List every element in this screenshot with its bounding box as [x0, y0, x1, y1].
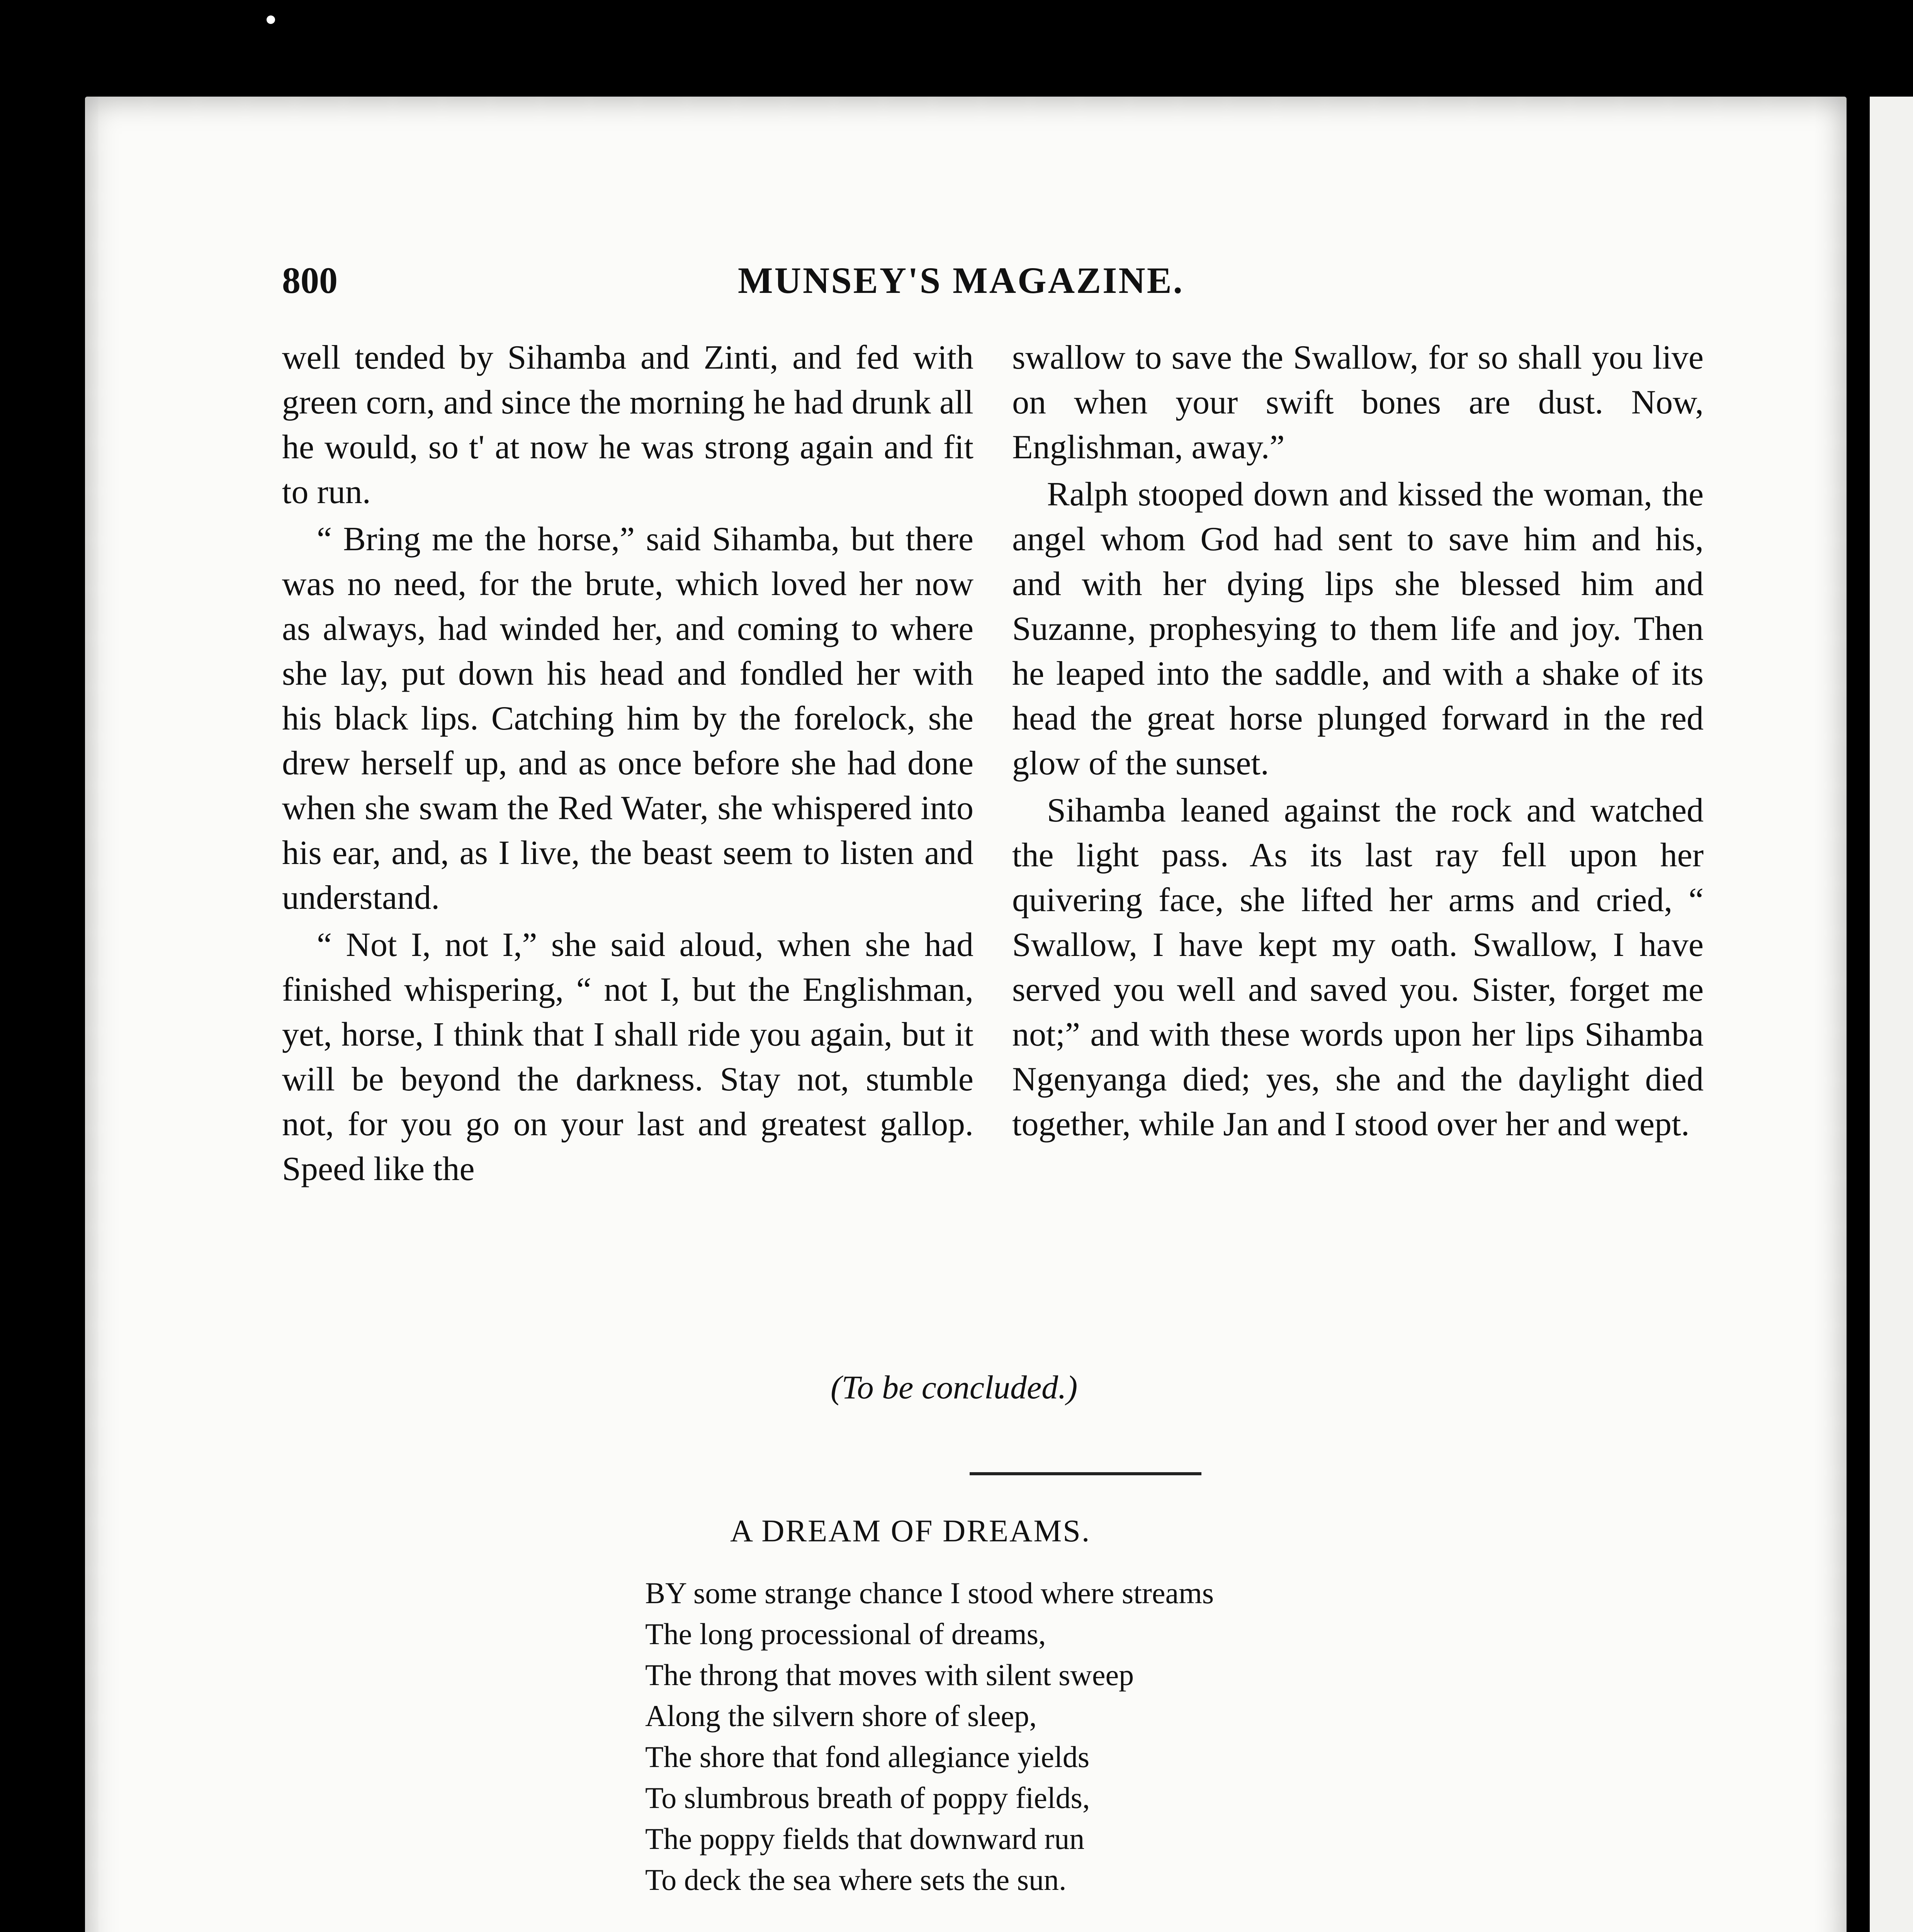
poem-stanza — [645, 1573, 1214, 1900]
magazine-title: MUNSEY'S MAGAZINE. — [738, 260, 1184, 301]
scan-dust-speck — [267, 15, 275, 24]
paragraph: swallow to save the Swallow, for so shall you live on when your swift bones are dust. Now, Englishman, away.” — [1012, 339, 1704, 466]
left-column — [282, 335, 973, 1192]
poem-line: To deck the sea where sets the sun. — [645, 1863, 1067, 1896]
paragraph: Ralph stooped down and kissed the woman, the angel whom God had sent to save him and his, and with her dying lips she blessed him and Suzanne, prophesying to them life and joy. Then he leaped into the saddle, and with a shake of its head the great horse plunged forward in the red glow of the sunset. — [1012, 476, 1704, 782]
poem-line: BY some strange chance I stood where streams — [645, 1576, 1214, 1610]
paragraph: Sihamba leaned against the rock and watched the light pass. As its last ray fell upon her quivering face, she lifted her arms and cried, “ Swallow, I have kept my oath. Swallow, I have served you well and saved you. Sister, forget me not;” and with these words upon her lips Sihamba Ngenyanga died; yes, she and the daylight died together, while Jan and I stood over her and wept. — [1012, 792, 1704, 1143]
poem-line: To slumbrous breath of poppy fields, — [645, 1781, 1090, 1815]
section-divider — [970, 1472, 1201, 1475]
running-header — [282, 255, 1696, 309]
poem-line: The shore that fond allegiance yields — [645, 1740, 1090, 1774]
facing-page-edge — [1870, 97, 1913, 1932]
poem-line: The throng that moves with silent sweep — [645, 1658, 1134, 1692]
poem-body — [645, 1573, 1214, 1932]
right-column — [1012, 335, 1704, 1147]
paragraph: “ Bring me the horse,” said Sihamba, but there was no need, for the brute, which loved her now as always, had winded her, and coming to where she lay, put down his head and fondled her with his black lips. Catching him by the forelock, she drew herself up, and as once before she had done when she swam the Red Water, she whispered into his ear, and, as I live, the beast seem to listen and understand. — [282, 520, 973, 917]
page-number: 800 — [282, 260, 338, 301]
to-be-concluded-note: (To be concluded.) — [831, 1369, 1078, 1406]
poem-line: Along the silvern shore of sleep, — [645, 1699, 1037, 1733]
poem-line: The poppy fields that downward run — [645, 1822, 1085, 1855]
paragraph: “ Not I, not I,” she said aloud, when she had finished whispering, “ not I, but the Englishman, yet, horse, I think that I shall ride you again, but it will be beyond the darkness. Stay not, stumble not, for you go on your last and greatest gallop. Speed like the — [282, 926, 973, 1188]
paragraph: well tended by Sihamba and Zinti, and fed with green corn, and since the morning he had drunk all he would, so t' at now he was strong again and fit to run. — [282, 339, 973, 511]
poem-title: A DREAM OF DREAMS. — [730, 1513, 1091, 1548]
poem-line: The long processional of dreams, — [645, 1617, 1046, 1651]
